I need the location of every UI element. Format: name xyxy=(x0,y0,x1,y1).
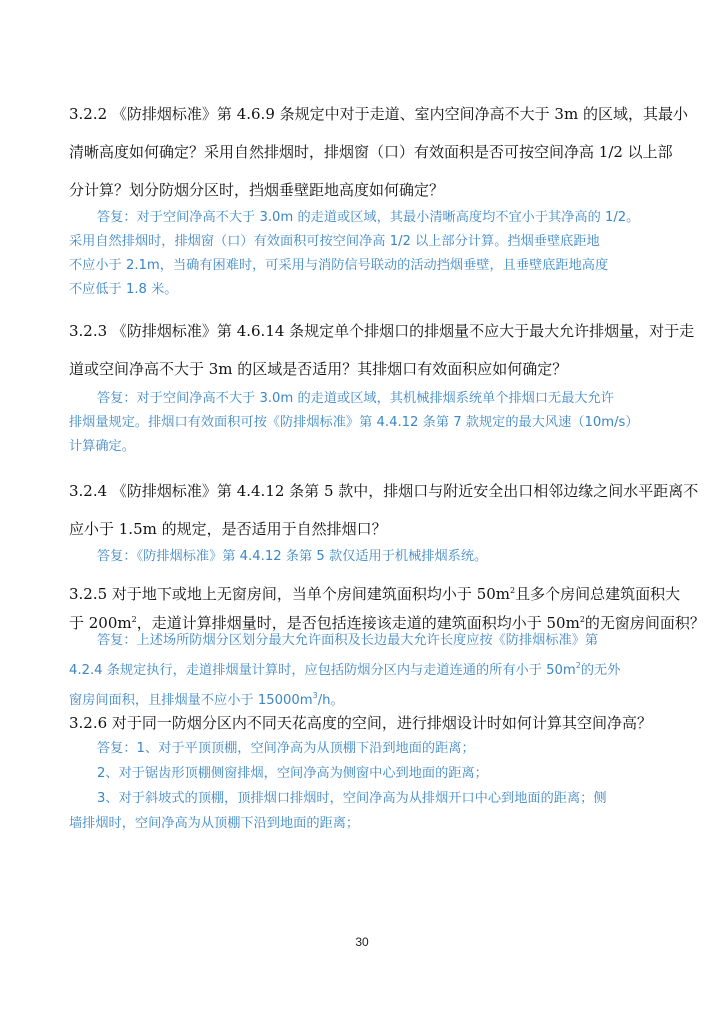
text-line: 清晰高度如何确定？采用自然排烟时，排烟窗（口）有效面积是否可按空间净高 1/2 以上部 xyxy=(69,143,673,161)
text-line: 不应小于 2.1m，当确有困难时，可采用与消防信号联动的活动挡烟垂壁，且垂壁底距地高度 xyxy=(69,258,609,273)
text-line: 答复：1、对于平顶顶棚，空间净高为从顶棚下沿到地面的距离； xyxy=(97,741,475,756)
superscript: 2 xyxy=(131,615,137,624)
text-span: 3.2.5 对于地下或地上无窗房间，当单个房间建筑面积均小于 50m xyxy=(69,585,511,603)
text-line: 计算确定。 xyxy=(69,439,135,454)
question-3-2-3 xyxy=(69,312,695,388)
text-line: 采用自然排烟时，排烟窗（口）有效面积可按空间净高 1/2 以上部分计算。挡烟垂壁底距地 xyxy=(69,234,600,249)
text-span: 的无窗房间面积？ xyxy=(584,614,705,632)
text-line xyxy=(69,683,659,713)
text-line: 3、对于斜坡式的顶棚，顶排烟口排烟时，空间净高为从排烟开口中心到地面的距离；侧 xyxy=(97,791,607,806)
text-line xyxy=(69,653,659,683)
text-line: 3.2.2 《防排烟标准》第 4.6.9 条规定中对于走道、室内空间净高不大于 3m 的区域，其最小 xyxy=(69,105,688,123)
text-span: 的无外 xyxy=(580,663,621,678)
answer-3-2-3 xyxy=(69,387,659,459)
superscript: 2 xyxy=(510,586,516,595)
text-span: 且多个房间总建筑面积大 xyxy=(515,585,681,603)
text-line: 分计算？划分防烟分区时，挡烟垂壁距地高度如何确定？ xyxy=(69,181,445,199)
page-number: 30 xyxy=(355,935,369,949)
answer-3-2-4 xyxy=(69,545,659,569)
text-line: 2、对于锯齿形顶棚侧窗排烟，空间净高为侧窗中心到地面的距离； xyxy=(97,766,488,781)
text-line: 答复：对于空间净高不大于 3.0m 的走道或区域，其最小清晰高度均不宜小于其净高的 1/2。 xyxy=(97,210,640,225)
text-span: 4.2.4 条规定执行，走道排烟量计算时，应包括防烟分区内与走道连通的所有小于 50m xyxy=(69,663,576,678)
question-3-2-4 xyxy=(69,472,699,548)
text-line: 3.2.6 对于同一防烟分区内不同天花高度的空间，进行排烟设计时如何计算其空间净高？ xyxy=(69,714,652,732)
superscript: 2 xyxy=(579,615,585,624)
text-span: ，走道计算排烟量时，是否包括连接该走道的建筑面积均小于 50m xyxy=(136,614,580,632)
superscript: 2 xyxy=(575,661,581,670)
text-line: 排烟量规定。排烟口有效面积可按《防排烟标准》第 4.4.12 条第 7 款规定的最大风速（10m/s） xyxy=(69,415,639,430)
question-3-2-6 xyxy=(69,711,659,736)
text-line: 3.2.4 《防排烟标准》第 4.4.12 条第 5 款中，排烟口与附近安全出口相邻边缘之间水平距离不 xyxy=(69,482,699,500)
answer-3-2-5 xyxy=(69,628,659,713)
question-3-2-2 xyxy=(69,95,688,209)
superscript: 3 xyxy=(312,691,318,700)
text-line: 应小于 1.5m 的规定，是否适用于自然排烟口？ xyxy=(69,520,387,538)
text-line: 道或空间净高不大于 3m 的区域是否适用？其排烟口有效面积应如何确定？ xyxy=(69,360,568,378)
text-line: 3.2.3 《防排烟标准》第 4.6.14 条规定单个排烟口的排烟量不应大于最大允许排烟量，对于走 xyxy=(69,322,695,340)
text-span: 于 200m xyxy=(69,614,132,632)
text-line xyxy=(69,578,681,607)
text-line: 答复：对于空间净高不大于 3.0m 的走道或区域，其机械排烟系统单个排烟口无最大允许 xyxy=(97,391,614,406)
text-span: /h。 xyxy=(317,693,344,708)
text-line: 答复：《防排烟标准》第 4.4.12 条第 5 款仅适用于机械排烟系统。 xyxy=(97,549,488,564)
text-line: 墙排烟时，空间净高为从顶棚下沿到地面的距离； xyxy=(69,816,360,831)
answer-3-2-6 xyxy=(69,736,659,836)
answer-3-2-2 xyxy=(69,206,659,302)
text-line: 不应低于 1.8 米。 xyxy=(69,282,178,297)
text-span: 窗房间面积，且排烟量不应小于 15000m xyxy=(69,693,313,708)
text-line: 答复：上述场所防烟分区划分最大允许面积及长边最大允许长度应按《防排烟标准》第 xyxy=(97,633,599,648)
